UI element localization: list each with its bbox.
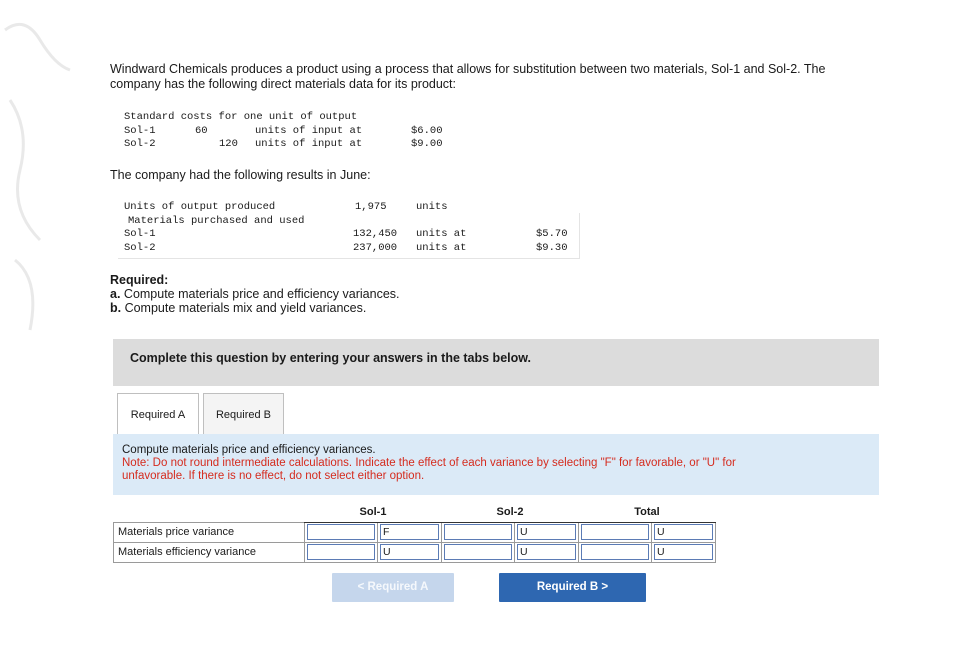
sol2-price-effect-cell (515, 522, 579, 542)
intro-line-2: company has the following direct materials data for its product: (110, 77, 457, 91)
required-section (110, 273, 400, 315)
materials-heading-row (124, 215, 584, 229)
variance-table (113, 502, 716, 563)
actual-qty: 132,450 (353, 228, 398, 240)
sol1-price-amount-cell (305, 522, 378, 542)
sol1-price-amount-input[interactable] (307, 524, 375, 540)
sol2-efficiency-amount-cell (442, 542, 515, 562)
instructions-note: Note: Do not round intermediate calculations. Indicate the effect of each variance by selecting "F" for favorable, or "U" for (122, 457, 736, 469)
actual-text: units at (416, 241, 467, 254)
sol2-efficiency-amount-input[interactable] (444, 544, 512, 560)
total-efficiency-effect-select[interactable]: U (654, 544, 713, 560)
required-a-letter: a. (110, 287, 121, 301)
results-row (124, 228, 584, 242)
table-row (114, 542, 716, 562)
material-name: Sol-2 (124, 241, 156, 254)
required-b (110, 301, 400, 315)
tab-required-a[interactable]: Required A (117, 393, 199, 435)
banner-text: Complete this question by entering your answers in the tabs below. (130, 351, 531, 365)
tab-instructions (113, 434, 879, 495)
sol1-efficiency-amount-cell (305, 542, 378, 562)
row-label: Materials efficiency variance (114, 542, 305, 562)
previous-tab-button[interactable]: < Required A (332, 573, 454, 602)
units-produced-unit: units (416, 201, 448, 213)
header-blank (114, 502, 305, 522)
standard-price: $9.00 (411, 138, 443, 150)
total-price-amount-cell (579, 522, 652, 542)
results-row (124, 242, 584, 256)
sol2-efficiency-effect-select[interactable]: U (517, 544, 576, 560)
column-header-sol2: Sol-2 (442, 502, 579, 522)
total-efficiency-amount-input[interactable] (581, 544, 649, 560)
june-results-text: The company had the following results in June: (110, 168, 371, 182)
sol2-price-amount-cell (442, 522, 515, 542)
sol2-efficiency-effect-cell (515, 542, 579, 562)
materials-purchased-label: Materials purchased and used (128, 214, 305, 227)
actual-price: $9.30 (536, 241, 568, 254)
standard-qty: 120 (219, 138, 238, 150)
row-label: Materials price variance (114, 522, 305, 542)
instructions-note: unfavorable. If there is no effect, do not select either option. (122, 470, 425, 482)
instructions-line: Compute materials price and efficiency variances. (122, 444, 376, 456)
total-price-effect-cell (652, 522, 716, 542)
total-efficiency-amount-cell (579, 542, 652, 562)
table-header-row (114, 502, 716, 522)
standard-text: units of input at (255, 138, 363, 150)
required-heading: Required: (110, 273, 169, 287)
next-tab-button[interactable]: Required B > (499, 573, 646, 602)
total-price-effect-select[interactable]: U (654, 524, 713, 540)
sol2-price-amount-input[interactable] (444, 524, 512, 540)
june-results-block (124, 201, 584, 255)
intro-paragraph (110, 62, 930, 92)
actual-text: units at (416, 228, 467, 240)
intro-line-1: Windward Chemicals produces a product using a process that allows for substitution between two materials, Sol-1 and Sol-2. The (110, 62, 826, 76)
column-header-total: Total (579, 502, 716, 522)
material-name: Sol-1 (124, 124, 156, 137)
column-header-sol1: Sol-1 (305, 502, 442, 522)
actual-qty: 237,000 (353, 241, 398, 254)
standard-heading: Standard costs for one unit of output (124, 111, 358, 123)
material-name: Sol-1 (124, 228, 156, 240)
required-b-text: Compute materials mix and yield variances. (121, 301, 367, 315)
sol1-efficiency-effect-cell (378, 542, 442, 562)
sol1-efficiency-effect-select[interactable]: U (380, 544, 439, 560)
table-row (114, 522, 716, 542)
sol1-price-effect-cell (378, 522, 442, 542)
units-produced-label: Units of output produced (124, 201, 276, 213)
total-efficiency-effect-cell (652, 542, 716, 562)
tab-required-b[interactable]: Required B (203, 393, 284, 435)
sol1-efficiency-amount-input[interactable] (307, 544, 375, 560)
actual-price: $5.70 (536, 228, 568, 240)
required-b-letter: b. (110, 301, 122, 315)
sol1-price-effect-select[interactable]: F (380, 524, 439, 540)
standard-qty: 60 (195, 124, 208, 137)
required-a (110, 287, 400, 301)
required-a-text: Compute materials price and efficiency variances. (120, 287, 400, 301)
background-smudge (0, 10, 80, 350)
units-produced-value: 1,975 (355, 201, 387, 213)
material-name: Sol-2 (124, 138, 156, 150)
sol2-price-effect-select[interactable]: U (517, 524, 576, 540)
instruction-banner (113, 339, 879, 386)
standard-price: $6.00 (411, 124, 443, 137)
units-produced-row (124, 201, 584, 215)
total-price-amount-input[interactable] (581, 524, 649, 540)
standard-text: units of input at (255, 124, 363, 137)
